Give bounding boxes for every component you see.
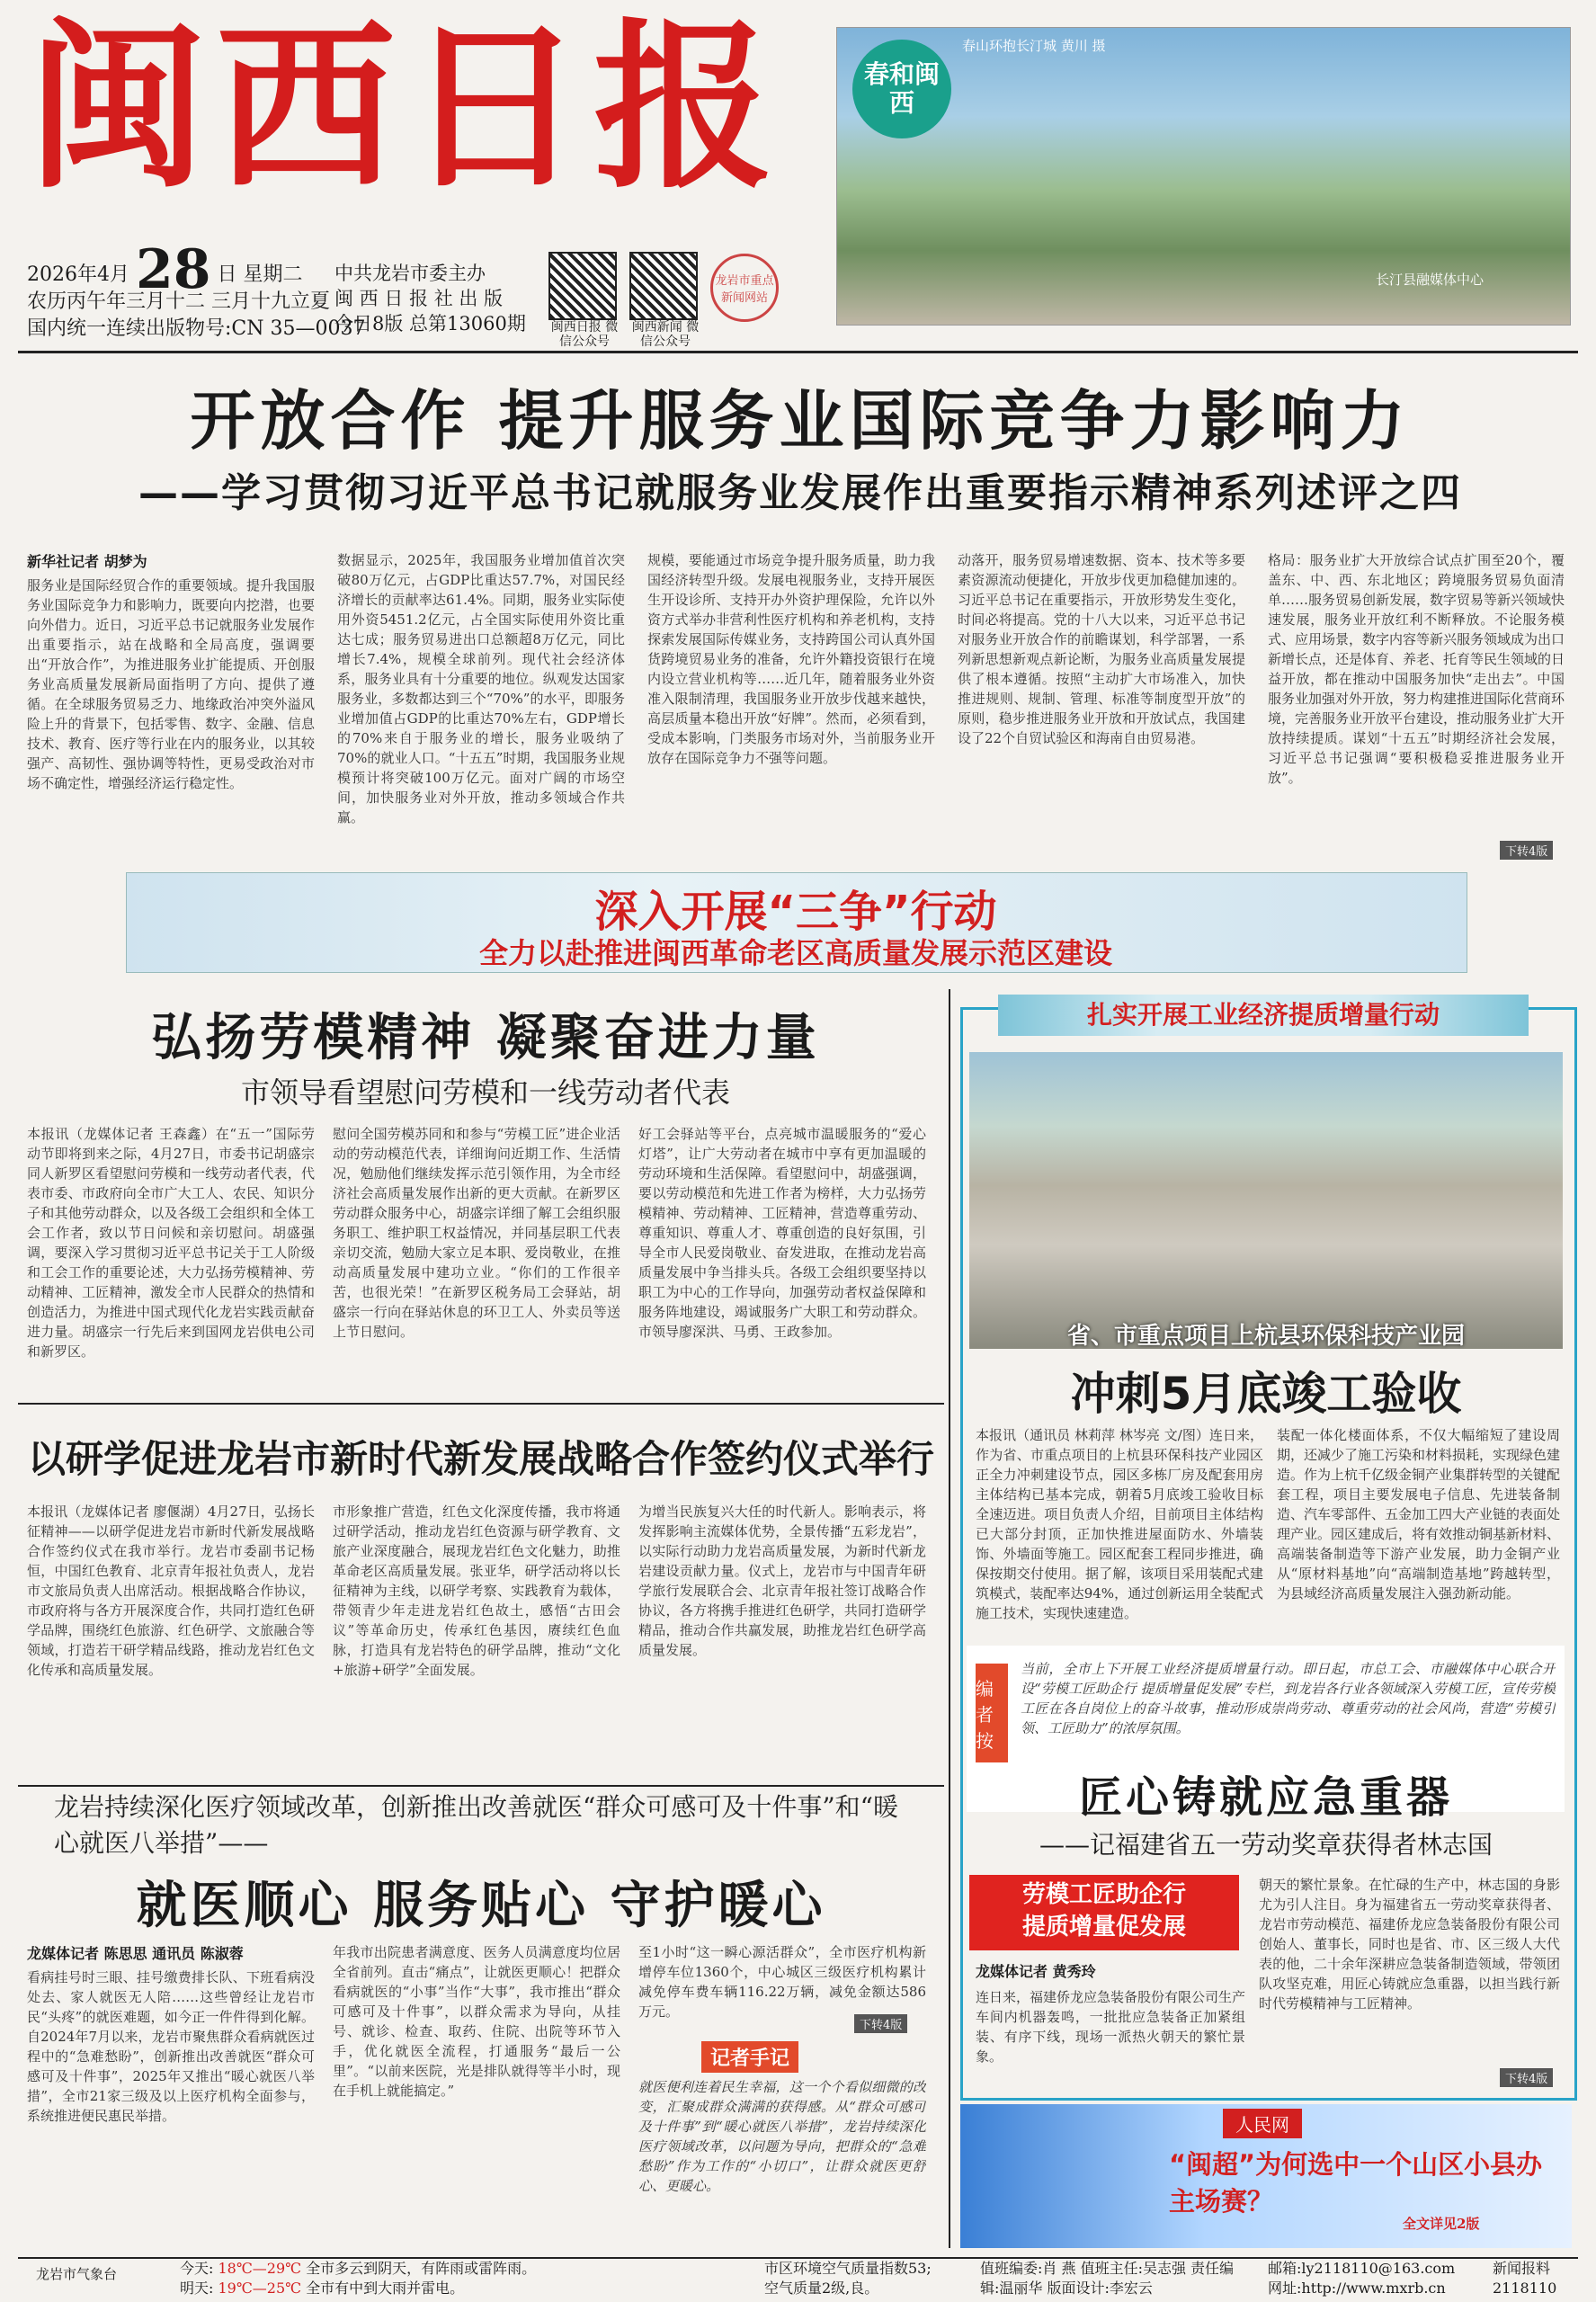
story2-col-3: 为增当民族复兴大任的时代新人。影响表示，将发挥影响主流媒体优势，全景传播“五彩龙岩”，以实际行动助力龙岩高质量发展，为新时代新龙岩建设贡献力量。仪式上，龙岩市与中国青年研学旅行发展联合会、北京青年报社签订战略合作协议，各方将携手推进红色研学，共同打造研学精品，推动合作共赢发展，助推龙岩红色研学高质量发展。 bbox=[638, 1503, 926, 1658]
lead-byline: 新华社记者 胡梦为 bbox=[27, 553, 147, 570]
story3-col-2: 年我市出院患者满意度、医务人员满意度均位居全省前列。直击“痛点”，让就医更顺心！把群众看病就医的“小事”当作“大事”，我市推出“群众可感可及十件事”，以群众需求为导向，从挂号、就诊、检查、取药、住院、出院等环节入手，优化就医全流程，打通服务“最后一公里”。“以前来医院，光是排队就得等半小时，现在手机上就能搞定。” bbox=[333, 1944, 620, 2099]
story3-kicker: 龙岩持续深化医疗领域改革，创新推出改善就医“群众可感可及十件事”和“暖心就医八举措”—— bbox=[54, 1792, 898, 1858]
essay-text: 就医便利连着民生幸福，这一个个看似细微的改变，汇聚成群众满满的获得感。从“群众可感可及十件事”到“暖心就医八举措”，龙岩持续深化医疗领域改革，以问题为导向，把群众的“急难愁盼”作为工作的“小切口”，让群众就医更舒心、更暖心。 bbox=[638, 2079, 926, 2194]
story1-subheadline: 市领导看望慰问劳模和一线劳动者代表 bbox=[240, 1075, 730, 1110]
photo-caption: 省、市重点项目上杭县环保科技产业园 bbox=[1066, 1323, 1465, 1350]
column-label-2: 提质增量促发展 bbox=[1021, 1914, 1186, 1941]
footer bbox=[18, 2257, 1578, 2299]
tomorrow-label: 明天: bbox=[180, 2280, 214, 2297]
column-label-box bbox=[969, 1875, 1239, 1950]
news-hotline: 新闻报料 2118110 bbox=[1493, 2260, 1557, 2297]
date-prefix: 2026年4月 bbox=[27, 263, 129, 286]
qr-label-2: 闽西新闻 微信公众号 bbox=[631, 320, 700, 349]
seal-block bbox=[710, 254, 779, 322]
qr-code-icon[interactable] bbox=[548, 252, 617, 320]
right-story-col-2: 朝天的繁忙景象。在忙碌的生产中，林志国的身影尤为引人注目。身为福建省五一劳动奖章获得者、龙岩市劳动模范、福建侨龙应急装备股份有限公司创始人、董事长，同时也是省、市、区三级人大代表的他，二十余年深耕应急装备制造领域，带领团队攻坚克难，用匠心铸就应急重器，以担当践行新时代劳模精神与工匠精神。 bbox=[1259, 1877, 1560, 2012]
lead-continued-link[interactable]: 下转4版 bbox=[1500, 841, 1553, 860]
banner-logo: 长汀县融媒体中心 bbox=[1376, 272, 1485, 288]
story1-col-1: 本报讯（龙媒体记者 王森鑫）在“五一”国际劳动节即将到来之际，4月27日，市委书记胡盛宗同人新罗区看望慰问劳模和一线劳动者代表，代表市委、市政府向全市广大工人、农民、知识分子和其他劳动群众，以及各级工会组织和全体工会工作者，致以节日问候和亲切慰问。胡盛强调，要深入学习贯彻习近平总书记关于工人阶级和工会工作的重要论述，大力弘扬劳模精神、劳动精神、工匠精神，激发全市人民群众的热情和创造活力，为推进中国式现代化龙岩实践贡献奋进力量。胡盛宗一行先后来到国网龙岩供电公司和新罗区。 bbox=[27, 1126, 315, 1360]
air-quality: 市区环境空气质量指数53; 空气质量2级,良。 bbox=[764, 2260, 932, 2297]
lead-col-4: 动落开，服务贸易增速数据、资本、技术等多要素资源流动便捷化，开放步伐更加稳健加速的。习近平总书记在重要指示，开放形势发生变化，时间必将提高。党的十八大以来，习近平总书记对服务业开放合作的前瞻谋划，科学部署，一系列新思想新观点新论断，为服务业高质量发展提供了根本遵循。按照“主动扩大市场准入，加快推进规则、规制、管理、标准等制度型开放”的原则，稳步推进服务业开放和开放试点，我国建设了22个自贸试验区和海南自由贸易港。 bbox=[958, 552, 1245, 746]
contact-info: 邮箱:ly2118110@163.com 网址:http://www.mxrb.cn bbox=[1268, 2260, 1456, 2297]
story3-headline[interactable]: 就医顺心 服务贴心 守护暖心 bbox=[136, 1877, 826, 1935]
lead-col-1: 服务业是国际经贸合作的重要领域。提升我国服务业国际竞争力和影响力，既要向内挖潜，也要向外借力。近日，习近平总书记就服务业发展作出重要指示，站在战略和全局高度，强调要出“开放合作”，为推进服务业扩能提质、开创服务业高质量发展新局面指明了方向、提供了遵循。在全球服务贸易乏力、地缘政治冲突外溢风险上升的背景下，包括零售、数字、金融、信息技术、教育、医疗等行业在内的服务业，以其较强产、高韧性、强协调等特性，更易受政治对市场不确定性，增强经济运行稳定性。 bbox=[27, 577, 315, 791]
essay-tag: 记者手记 bbox=[701, 2041, 798, 2073]
right-story-col-1: 连日来，福建侨龙应急装备股份有限公司生产车间内机器轰鸣，一批批应急装备正加紧组装、有序下线，现场一派热火朝天的繁忙景象。 bbox=[976, 1989, 1245, 2065]
date-suffix: 日 星期二 bbox=[217, 263, 303, 286]
banner-caption: 春山环抱长汀城 黄川 摄 bbox=[962, 38, 1106, 54]
right-story-byline: 龙媒体记者 黄秀玲 bbox=[976, 1963, 1096, 1980]
story2-col-1: 本报讯（龙媒体记者 廖偃湖）4月27日，弘扬长征精神——以研学促进龙岩市新时代新发展战略合作签约仪式在我市举行。龙岩市委副书记杨恒，中国红色教育、北京青年报社负责人，龙岩市文旅局负责人出席活动。根据战略合作协议，市政府将与各方开展深度合作，共同打造红色研学品牌，围绕红色旅游、红色研学、文旅融合等领域，打造若干研学精品线路，推动龙岩红色文化传承和高质量发展。 bbox=[27, 1503, 315, 1678]
weather-tomorrow bbox=[180, 2279, 464, 2298]
tomorrow-desc: 全市有中到大雨并雷电。 bbox=[306, 2280, 465, 2297]
story1-headline[interactable]: 弘扬劳模精神 凝聚奋进力量 bbox=[151, 1009, 820, 1067]
ad-more-link[interactable]: 全文详见2版 bbox=[1403, 2216, 1480, 2232]
lead-subheadline: ——学习贯彻习近平总书记就服务业发展作出重要指示精神系列述评之四 bbox=[138, 470, 1462, 516]
factory-photo bbox=[969, 1052, 1563, 1349]
publisher-line-1: 中共龙岩市委主办 bbox=[334, 263, 486, 284]
campaign-title: 深入开展“三争”行动 bbox=[594, 887, 997, 937]
spring-badge: 春和闽西 bbox=[852, 40, 951, 138]
editor-credits: 值班编委:肖 燕 值班主任:吴志强 责任编辑:温丽华 版面设计:李宏云 bbox=[980, 2260, 1235, 2297]
story2-headline[interactable]: 以研学促进龙岩市新时代新发展战略合作签约仪式举行 bbox=[27, 1437, 934, 1481]
column-label-1: 劳模工匠助企行 bbox=[1021, 1881, 1186, 1908]
publisher-line-3: 今日8版 总第13060期 bbox=[334, 313, 526, 335]
publisher-info bbox=[334, 261, 526, 336]
weather-today bbox=[180, 2259, 536, 2279]
cn-number: 国内统一连续出版物号:CN 35—0037 bbox=[27, 317, 366, 340]
editor-note-text: 当前，全市上下开展工业经济提质增量行动。即日起，市总工会、市融媒体中心联合开设“劳模工匠助企行 提质增量促发展”专栏，到龙岩各行业各领域深入劳模工匠，宣传劳模工匠在各自岗位上的奋斗故事，推动形成崇尚劳动、尊重劳动的社会风尚，营造“劳模引领、工匠助力”的浓厚氛围。 bbox=[1021, 1661, 1556, 1736]
weather-label: 龙岩市气象台 bbox=[36, 2266, 118, 2282]
today-label: 今天: bbox=[180, 2260, 214, 2277]
today-desc: 全市多云到阴天，有阵雨或雷阵雨。 bbox=[306, 2260, 537, 2277]
paper-name-logo: 闽西日报 bbox=[27, 2, 783, 213]
story2-col-2: 市形象推广营造，红色文化深度传播，我市将通过研学活动，推动龙岩红色资源与研学教育、文旅产业深度融合，展现龙岩红色文化魅力，助推革命老区高质量发展。张亚华，研学活动将以长征精神为主线，以研学考察、实践教育为载体，带领青少年走进龙岩红色故土，感悟“古田会议”等革命历史，传承红色基因，赓续红色血脉，打造具有龙岩特色的研学品牌，推动“文化+旅游+研学”全面发展。 bbox=[333, 1503, 620, 1678]
right-banner: 扎实开展工业经济提质增量行动 bbox=[998, 995, 1529, 1036]
today-temp: 18℃—29℃ bbox=[218, 2260, 302, 2277]
campaign-subtitle: 全力以赴推进闽西革命老区高质量发展示范区建设 bbox=[478, 936, 1112, 970]
qr-block-1[interactable] bbox=[548, 252, 620, 349]
story3-col-3: 至1小时“这一瞬心源活群众”，全市医疗机构新增停车位1360个，中心城区三级医疗机构累计减免停车费车辆116.22万辆，减免金额达586万元。 bbox=[638, 1944, 926, 2020]
lead-col-5: 格局：服务业扩大开放综合试点扩围至20个，覆盖东、中、西、东北地区；跨境服务贸易负面清单……服务贸易创新发展，数字贸易等新兴领域快速发展，服务业开放红利不断释放。不论服务模式、应用场景，数字内容等新兴服务领域成为出口新增长点，还是体育、养老、托育等民生领域的日益开放，都在推动中国服务加快“走出去”。中国服务业加强对外开放，努力构建推进国际化营商环境，完善服务业开放平台建设，推动服务业扩大开放持续提质。谋划“十五五”时期经济社会发展，习近平总书记强调“要积极稳妥推进服务业开放”。 bbox=[1268, 552, 1565, 786]
dateline bbox=[27, 238, 366, 343]
seal-icon: 龙岩市重点新闻网站 bbox=[710, 254, 779, 322]
story3-col-1: 看病挂号时三眼、挂号缴费排长队、下班看病没处去、家人就医无人陪……这些曾经让龙岩市民“头疼”的就医难题，如今正一件件得到化解。自2024年7月以来，龙岩市聚焦群众看病就医过程中的“急难愁盼”，创新推出改善就医“群众可感可及十件事”，2025年又推出“暖心就医八举措”，全市21家三级及以上医疗机构全面参与，系统推进便民惠民举措。 bbox=[27, 1969, 315, 2124]
qr-label-1: 闽西日报 微信公众号 bbox=[550, 320, 619, 349]
right-story-headline[interactable]: 匠心铸就应急重器 bbox=[1078, 1772, 1453, 1823]
publisher-line-2: 闽 西 日 报 社 出 版 bbox=[334, 288, 504, 309]
tomorrow-temp: 19℃—25℃ bbox=[218, 2280, 302, 2297]
ad-headline[interactable]: “闽超”为何选中一个山区小县办主场赛？ bbox=[1169, 2149, 1543, 2217]
qr-block-2[interactable] bbox=[629, 252, 701, 349]
lead-col-3: 规模，要能通过市场竞争提升服务质量，助力我国经济转型升级。发展电视服务业，支持开展医生开设诊所、支持开办外资护理保险，允许以外资方式举办非营利性医疗机构和养老机构，支持探索发展国际传媒业务，支持跨国公司认真外国货跨境贸易业务的准备，允许外籍投资银行在境内设立营业机构等……近几年，随着服务业外资准入限制清理，我国服务业开放步伐越来越快，高层质量本稳出开放“好牌”。然而，必须看到，受成本影响，门类服务市场对外，当前服务业开放存在国际竞争力不强等问题。 bbox=[647, 552, 935, 766]
right-col-1: 本报讯（通讯员 林莉萍 林岑亮 文/图）连日来，作为省、市重点项目的上杭县环保科技产业园区正全力冲刺建设节点，园区多栋厂房及配套用房主体结构已基本完成，朝着5月底竣工验收目标全速迈进。项目负责人介绍，目前项目主体结构已大部分封顶，正加快推进屋面防水、外墙装饰、外墙面等施工。园区配套工程同步推进，确保按期交付使用。据了解，该项目采用装配式建筑模式，装配率达94%，通过创新运用全装配式施工技术，实现快速建造。 bbox=[976, 1427, 1263, 1621]
right-story-subheadline: ——记福建省五一劳动奖章获得者林志国 bbox=[1039, 1830, 1493, 1860]
story1-col-2: 慰问全国劳模苏同和和参与“劳模工匠”进企业活动的劳动模范代表，详细询问近期工作、生活情况，勉励他们继续发挥示范引领作用，为全市经济社会高质量发展作出新的更大贡献。在新罗区劳动群众服务中心，胡盛宗详细了解工会组织服务职工、维护职工权益情况，并同基层职工代表亲切交流，勉励大家立足本职、爱岗敬业，在推动高质量发展中建功立业。“你们的工作很辛苦，也很光荣！”在新罗区税务局工会驿站，胡盛宗一行向在驿站休息的环卫工人、外卖员等送上节日慰问。 bbox=[333, 1126, 620, 1340]
story3-byline: 龙媒体记者 陈思思 通讯员 陈淑蓉 bbox=[27, 1945, 244, 1962]
right-col-2: 装配一体化楼面体系，不仅大幅缩短了建设周期，还减少了施工污染和材料损耗，实现绿色建造。作为上杭千亿级金铜产业集群转型的关键配套工程，项目主要发展电子信息、先进装备制造、汽车零部件、五金加工四大产业链的表面处理产业。园区建成后，将有效推动铜基新材料、高端装备制造等下游产业发展，助力金铜产业从“原材料基地”向“高端制造基地”跨越转型，为县域经济高质量发展注入强劲新动能。 bbox=[1277, 1427, 1560, 1602]
right-story-continued-link[interactable]: 下转4版 bbox=[1500, 2068, 1553, 2087]
qr-code-icon[interactable] bbox=[629, 252, 698, 320]
lead-col-2: 数据显示，2025年，我国服务业增加值首次突破80万亿元，占GDP比重达57.7%，对国民经济增长的贡献率达61.4%。同期，服务业实际使用外资5451.2亿元，占全国实际使用外资比重达七成；服务贸易进出口总额超8万亿元，同比增长7.4%，规模全球前列。现代社会经济体系，服务业具有十分重要的地位。纵观发达国家服务业，多数都达到三个“70%”的水平，即服务业增加值占GDP的比重达70%左右，GDP增长的70%来自于服务业的增长，服务业吸纳了70%的就业人口。“十五五”时期，我国服务业规模预计将突破100万亿元。面对广阔的市场空间，加快服务业对外开放，推动多领域合作共赢。 bbox=[337, 552, 625, 825]
ad-tag: 人民网 bbox=[1223, 2109, 1302, 2138]
editor-note-tag: 编者按 bbox=[976, 1664, 1008, 1762]
lead-headline[interactable]: 开放合作 提升服务业国际竞争力影响力 bbox=[190, 383, 1411, 459]
lunar-date: 农历丙午年三月十二 三月十九立夏 bbox=[27, 290, 330, 313]
date-day: 28 bbox=[136, 238, 211, 301]
story1-col-3: 好工会驿站等平台，点亮城市温暖服务的“爱心灯塔”，让广大劳动者在城市中享有更加温暖的劳动环境和生活保障。看望慰问中，胡盛强调，要以劳动模范和先进工作者为榜样，大力弘扬劳模精神、劳动精神、工匠精神，营造尊重劳动、尊重知识、尊重人才、尊重创造的良好氛围，引导全市人民爱岗敬业、奋发进取，在推动龙岩高质量发展中争当排头兵。各级工会组织要坚持以职工为中心的工作导向，加强劳动者权益保障和服务阵地建设，竭诚服务广大职工和劳动群众。市领导廖深洪、马勇、王政参加。 bbox=[638, 1126, 926, 1340]
right-headline[interactable]: 冲刺5月底竣工验收 bbox=[1070, 1368, 1462, 1420]
story3-continued-link[interactable]: 下转4版 bbox=[854, 2014, 907, 2033]
